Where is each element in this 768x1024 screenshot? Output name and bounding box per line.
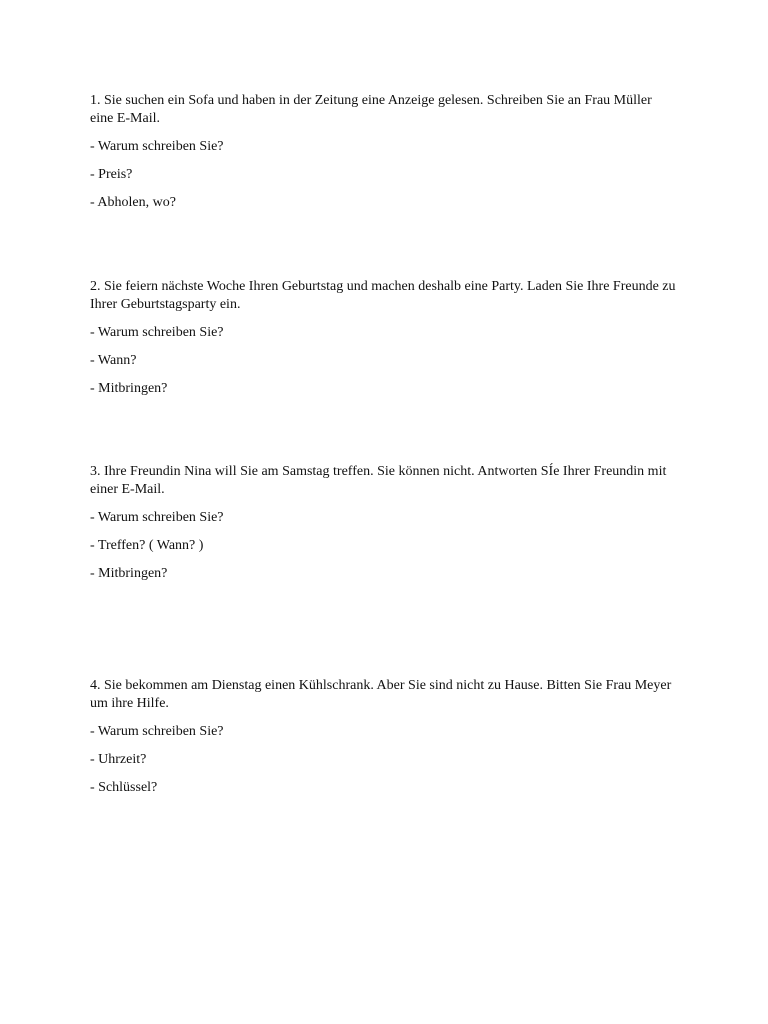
task-point: - Warum schreiben Sie? — [90, 510, 224, 525]
task-point: - Mitbringen? — [90, 566, 168, 581]
task-prompt: 4. Sie bekommen am Dienstag einen Kühlschrank. Aber Sie sind nicht zu Hause. Bitten Sie Frau Meyer um ihre Hilfe. — [90, 678, 672, 711]
writing-task-1 — [90, 92, 678, 212]
task-point: - Warum schreiben Sie? — [90, 325, 224, 340]
writing-task-3 — [90, 463, 678, 583]
task-point: - Schlüssel? — [90, 780, 158, 795]
task-point: - Preis? — [90, 167, 133, 182]
task-point: - Mitbringen? — [90, 381, 168, 396]
task-point: - Warum schreiben Sie? — [90, 139, 224, 154]
writing-task-4 — [90, 677, 678, 797]
task-point: - Treffen? ( Wann? ) — [90, 538, 204, 553]
task-point: - Abholen, wo? — [90, 195, 176, 210]
task-point: - Wann? — [90, 353, 137, 368]
task-prompt: 1. Sie suchen ein Sofa und haben in der Zeitung eine Anzeige gelesen. Schreiben Sie an Frau Müller eine E-Mail. — [90, 93, 652, 126]
task-prompt: 2. Sie feiern nächste Woche Ihren Geburtstag und machen deshalb eine Party. Laden Sie Ihre Freunde zu Ihrer Geburtstagsparty ein. — [90, 279, 676, 312]
task-prompt: 3. Ihre Freundin Nina will Sie am Samstag treffen. Sie können nicht. Antworten SÍe Ihrer Freundin mit einer E-Mail. — [90, 464, 667, 497]
task-point: - Warum schreiben Sie? — [90, 724, 224, 739]
task-point: - Uhrzeit? — [90, 752, 147, 767]
writing-task-2 — [90, 278, 678, 398]
